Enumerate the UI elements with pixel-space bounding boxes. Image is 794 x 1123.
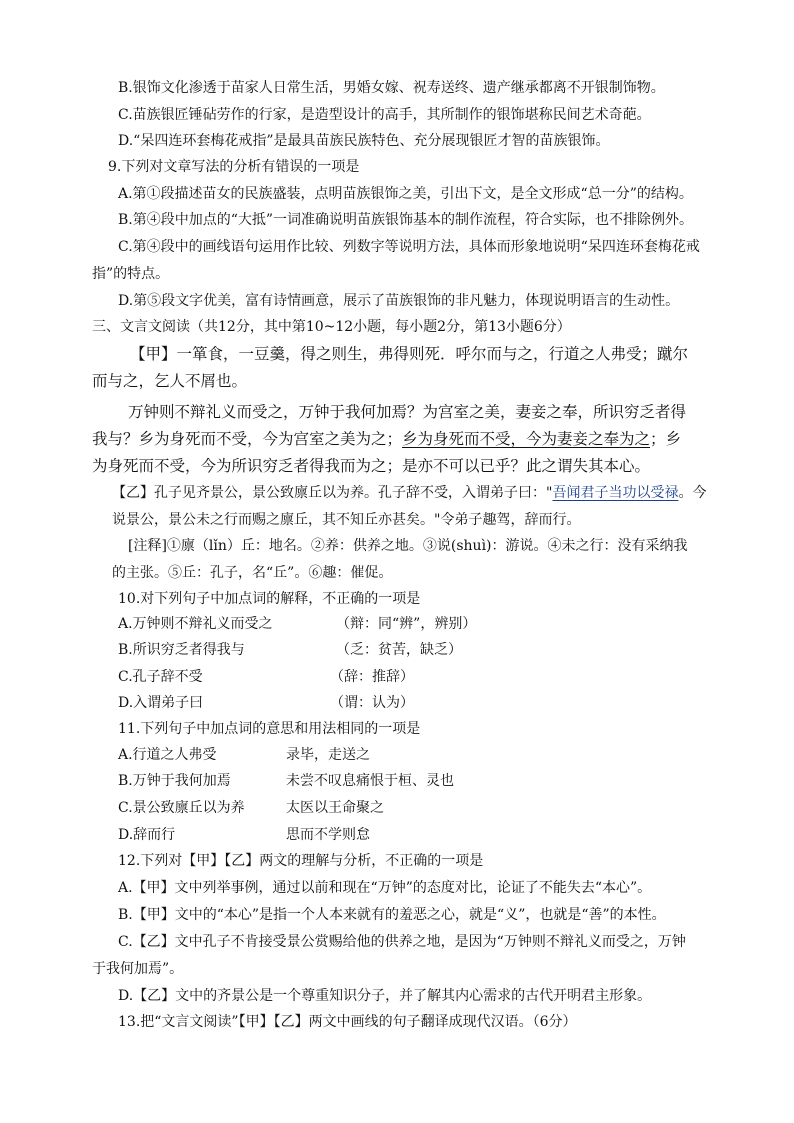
q10-option-b — [118, 640, 462, 660]
notes-line2: 的主张。⑤丘：孔子，名“丘”。⑥趣：催促。 — [112, 565, 393, 581]
q11-a-text: A.行道之人弗受 — [118, 747, 217, 763]
q12-option-a: A.【甲】文中列举事例，通过以前和现在“万钟”的态度对比，论证了不能失去“本心”。 — [118, 880, 652, 896]
q10-c-gloss: （辞：推辞） — [330, 669, 414, 685]
q12-option-b: B.【甲】文中的“本心”是指一个人本来就有的羞恶之心，就是“义”，也就是“善”的本性。 — [118, 907, 666, 923]
q11-c-text: C.景公致廪丘以为养 — [118, 800, 245, 816]
q10-option-d — [118, 693, 414, 713]
q10-b-gloss: （乏：贫苦，缺乏） — [336, 642, 462, 658]
q10-a-gloss: （辩：同“辨”，辨别） — [336, 616, 477, 632]
q12-option-d: D.【乙】文中的齐景公是一个尊重知识分子，并了解其内心需求的古代开明君主形象。 — [118, 988, 652, 1004]
q11-b-text: B.万钟于我何加焉 — [118, 773, 231, 789]
q9-option-b: B.第④段中加点的“大抵”一词准确说明苗族银饰基本的制作流程，符合实际，也不排除例外。 — [118, 212, 694, 228]
q11-a-pair: 录毕，走送之 — [286, 747, 370, 763]
yi-line2: 说景公，景公未之行而赐之廪丘，其不知丘亦甚矣。"令弟子趣驾，辞而行。 — [112, 512, 581, 528]
jia-line4-text: 我与？乡为身死而不受，今为宫室之美为之； — [92, 430, 403, 448]
jia-line4-tail: ；乡 — [650, 430, 682, 448]
q10-b-text: B.所识穷乏者得我与 — [118, 642, 245, 658]
q11-d-pair: 思而不学则怠 — [286, 827, 370, 843]
q11-stem: 11.下列句子中加点词的意思和用法相同的一项是 — [118, 721, 421, 737]
q10-c-text: C.孔子辞不受 — [118, 669, 203, 685]
jia-line3: 万钟则不辩礼义而受之，万钟于我何加焉？为宫室之美，妻妾之奉，所识穷乏者得 — [128, 403, 687, 421]
q11-option-c — [118, 798, 384, 818]
q12-option-c-line1: C.【乙】文中孔子不肯接受景公赏赐给他的供养之地，是因为“万钟则不辩礼义而受之，万钟 — [118, 934, 686, 950]
yi-underlined-sentence: 吾闻君子当功以受禄 — [552, 485, 679, 501]
jia-underlined-sentence: 乡为身死而不受，今为妻妾之奉为之 — [402, 430, 651, 448]
notes-line1: [注释]①廪（lǐn）丘：地名。②养：供养之地。③说(shuì)：游说。④未之行：没有采纳我 — [128, 538, 688, 554]
yi-line1 — [112, 483, 706, 503]
q9-option-c-line2: 指”的特点。 — [92, 266, 170, 282]
yi-line1-tail: 。今 — [678, 485, 707, 501]
section3-heading: 三、文言文阅读（共12分，其中第10~12小题，每小题2分，第13小题6分） — [92, 319, 571, 335]
q10-option-c — [118, 667, 414, 687]
jia-line1: 【甲】一箪食，一豆羹，得之则生，弗得则死．呼尔而与之，行道之人弗受；蹴尔 — [130, 345, 689, 363]
q10-d-text: D.入谓弟子曰 — [118, 695, 204, 711]
q13-stem: 13.把“文言文阅读”【甲】【乙】两文中画线的句子翻译成现代汉语。（6分） — [118, 1014, 577, 1030]
q9-option-c-line1: C.第④段中的画线语句运用作比较、列数字等说明方法，具体而形象地说明“呆四连环套梅花戒 — [118, 239, 700, 255]
q9-option-d: D.第⑤段文字优美，富有诗情画意，展示了苗族银饰的非凡魅力，体现说明语言的生动性。 — [118, 293, 680, 309]
q11-b-pair: 未尝不叹息痛恨于桓、灵也 — [286, 773, 454, 789]
q11-option-a — [118, 745, 370, 765]
jia-line4 — [92, 429, 681, 449]
q12-stem: 12.下列对【甲】【乙】两文的理解与分析，不正确的一项是 — [118, 853, 484, 869]
q10-d-gloss: （谓：认为） — [330, 695, 414, 711]
q11-option-b — [118, 771, 454, 791]
q10-stem: 10.对下列句子中加点词的解释，不正确的一项是 — [118, 591, 421, 607]
jia-line5: 为身死而不受，今为所识穷乏者得我而为之；是亦不可以已乎？此之谓失其本心。 — [92, 457, 651, 475]
q10-a-text: A.万钟则不辩礼义而受之 — [118, 616, 273, 632]
q8-option-c: C.苗族银匠锤砧劳作的行家，是造型设计的高手，其所制作的银饰堪称民间艺术奇葩。 — [118, 107, 651, 123]
q11-c-pair: 太医以王命聚之 — [286, 800, 384, 816]
q9-option-a: A.第①段描述苗女的民族盛装，点明苗族银饰之美，引出下文，是全文形成“总一分”的结构。 — [118, 186, 693, 202]
q8-option-b: B.银饰文化渗透于苗家人日常生活，男婚女嫁、祝寿送终、遗产继承都离不开银制饰物。 — [118, 80, 665, 96]
yi-line1-text: 【乙】孔子见齐景公，景公致廪丘以为养。孔子辞不受，入谓弟子曰： — [112, 485, 546, 501]
q10-option-a — [118, 614, 476, 634]
q9-stem: 9.下列对文章写法的分析有错误的一项是 — [108, 159, 360, 175]
q11-d-text: D.辞而行 — [118, 827, 176, 843]
q12-option-c-line2: 于我何加焉”。 — [92, 961, 184, 977]
jia-line2: 而与之，乞人不屑也。 — [92, 372, 248, 390]
q11-option-d — [118, 825, 370, 845]
yi-open-quote: " — [546, 485, 553, 501]
q8-option-d: D.“呆四连环套梅花戒指”是最具苗族民族特色、充分展现银匠才智的苗族银饰。 — [118, 133, 610, 149]
